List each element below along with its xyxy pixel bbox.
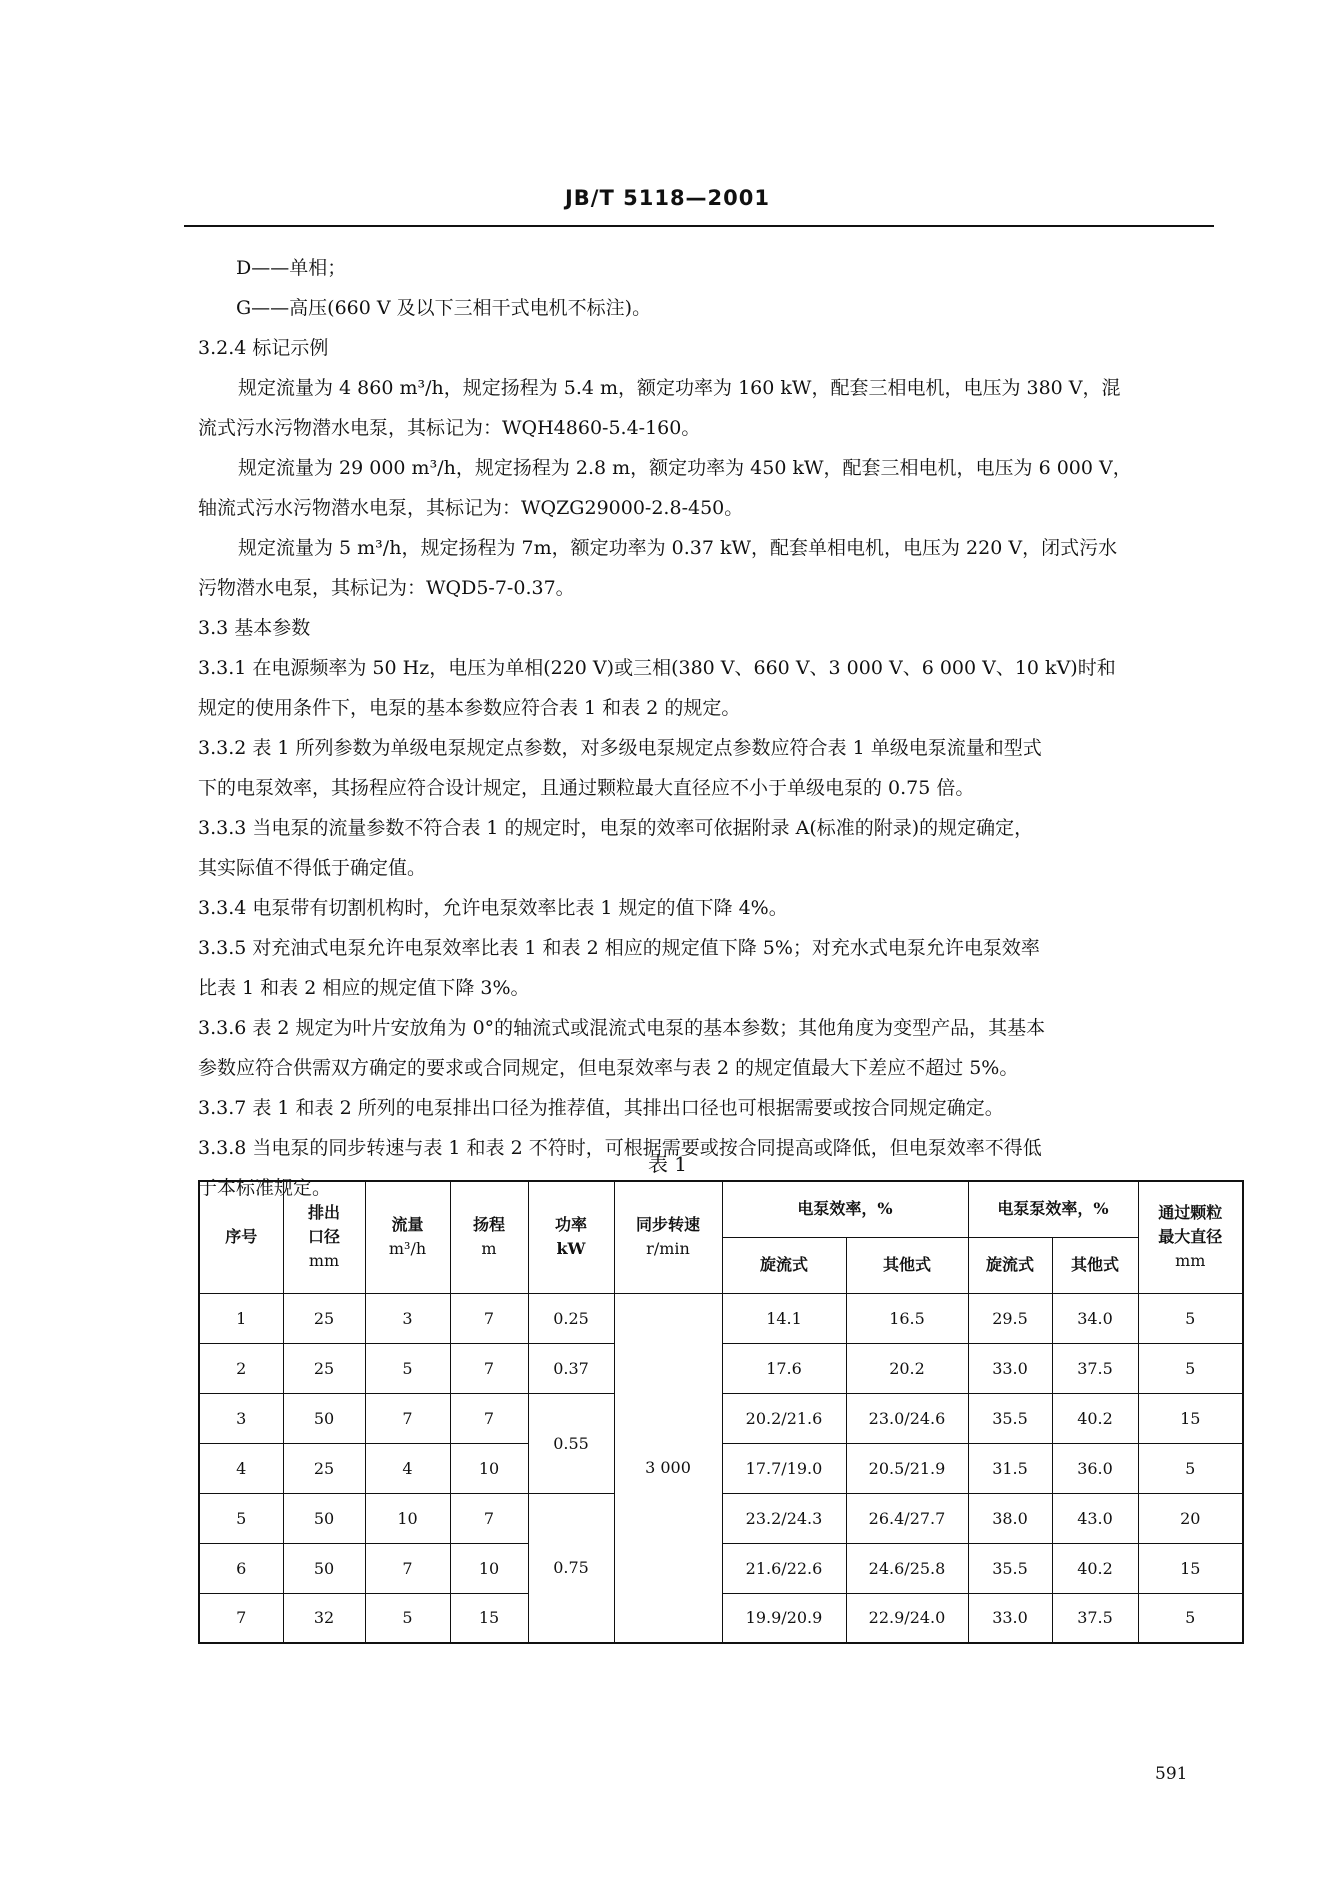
table-cell: 31.5 [968,1443,1052,1493]
table-cell: 5 [1138,1443,1243,1493]
table-cell: 38.0 [968,1493,1052,1543]
text-line: 3.3.3 当电泵的流量参数不符合表 1 的规定时，电泵的效率可依据附录 A(标准的附录)的规定确定， [198,817,1034,839]
table-cell: 0.25 [528,1293,614,1343]
text-line: 3.3.5 对充油式电泵允许电泵效率比表 1 和表 2 相应的规定值下降 5%；对充水式电泵允许电泵效率 [198,937,1040,959]
table-cell: 36.0 [1052,1443,1138,1493]
header-particle: 通过颗粒 最大直径 mm [1138,1181,1243,1293]
table-cell: 40.2 [1052,1393,1138,1443]
power-group-2: 0.75 [528,1493,614,1643]
text-line: D——单相； [236,257,347,279]
table-cell: 0.37 [528,1343,614,1393]
header-set-efficiency: 电泵泵效率，% [968,1181,1138,1237]
header-set-other: 其他式 [1052,1237,1138,1293]
table-cell: 17.6 [722,1343,846,1393]
table-cell: 10 [450,1543,528,1593]
header-rule [184,225,1214,227]
table-cell: 37.5 [1052,1593,1138,1643]
table-caption: 表 1 [647,1152,688,1176]
speed-cell: 3 000 [614,1293,722,1643]
text-line: 3.3 基本参数 [198,617,311,639]
table-cell: 6 [199,1543,283,1593]
parameter-table [198,1180,1244,1644]
table-cell: 15 [450,1593,528,1643]
table-cell: 50 [283,1493,365,1543]
text-line: 比表 1 和表 2 相应的规定值下降 3%。 [198,977,530,999]
header-set-vortex: 旋流式 [968,1237,1052,1293]
header-speed: 同步转速 r/min [614,1181,722,1293]
text-line: 轴流式污水污物潜水电泵，其标记为：WQZG29000-2.8-450。 [198,497,744,519]
header-power: 功率 kW [528,1181,614,1293]
table-cell: 16.5 [846,1293,968,1343]
table-cell: 24.6/25.8 [846,1543,968,1593]
table-cell: 25 [283,1443,365,1493]
table-cell: 7 [450,1343,528,1393]
header-pump-efficiency: 电泵效率，% [722,1181,968,1237]
table-cell: 3 [365,1293,450,1343]
table-cell: 5 [1138,1293,1243,1343]
table-cell: 33.0 [968,1343,1052,1393]
text-line: 3.3.8 当电泵的同步转速与表 1 和表 2 不符时，可根据需要或按合同提高或降低，但电泵效率不得低 [198,1137,1042,1159]
table-cell: 23.2/24.3 [722,1493,846,1543]
table-cell: 50 [283,1393,365,1443]
text-line: 参数应符合供需双方确定的要求或合同规定，但电泵效率与表 2 的规定值最大下差应不超过 5%。 [198,1057,1019,1079]
table-cell: 7 [365,1543,450,1593]
header-head: 扬程 m [450,1181,528,1293]
text-line: 3.3.6 表 2 规定为叶片安放角为 0°的轴流式或混流式电泵的基本参数；其他角度为变型产品，其基本 [198,1017,1046,1039]
table-cell: 4 [199,1443,283,1493]
table-cell: 5 [365,1343,450,1393]
text-line: 规定的使用条件下，电泵的基本参数应符合表 1 和表 2 的规定。 [198,697,741,719]
table-cell: 7 [450,1493,528,1543]
table-cell: 19.9/20.9 [722,1593,846,1643]
text-line: G——高压(660 V 及以下三相干式电机不标注)。 [236,297,652,319]
table-cell: 29.5 [968,1293,1052,1343]
table-cell: 3 [199,1393,283,1443]
table-cell: 14.1 [722,1293,846,1343]
table-cell: 35.5 [968,1393,1052,1443]
table-cell: 37.5 [1052,1343,1138,1393]
header-flow: 流量 m³/h [365,1181,450,1293]
table-cell: 50 [283,1543,365,1593]
table-cell: 35.5 [968,1543,1052,1593]
table-cell: 4 [365,1443,450,1493]
table-cell: 20.2 [846,1343,968,1393]
table-cell: 5 [365,1593,450,1643]
document-code-header: JB/T 5118—2001 [564,186,771,210]
table-cell: 17.7/19.0 [722,1443,846,1493]
table-cell: 26.4/27.7 [846,1493,968,1543]
table-cell: 40.2 [1052,1543,1138,1593]
text-line: 3.2.4 标记示例 [198,337,329,359]
table-cell: 10 [365,1493,450,1543]
table-cell: 5 [199,1493,283,1543]
body-text [198,248,1218,1208]
text-line: 其实际值不得低于确定值。 [198,857,427,879]
header-eff-vortex: 旋流式 [722,1237,846,1293]
table-cell: 20.2/21.6 [722,1393,846,1443]
header-seq: 序号 [199,1181,283,1293]
table-cell: 5 [1138,1593,1243,1643]
header-outlet: 排出 口径 mm [283,1181,365,1293]
text-line: 规定流量为 29 000 m³/h，规定扬程为 2.8 m，额定功率为 450 kW，配套三相电机，电压为 6 000 V， [238,457,1132,479]
table-cell: 7 [199,1593,283,1643]
text-line: 下的电泵效率，其扬程应符合设计规定，且通过颗粒最大直径应不小于单级电泵的 0.75 倍。 [198,777,975,799]
text-line: 3.3.2 表 1 所列参数为单级电泵规定点参数，对多级电泵规定点参数应符合表 1 单级电泵流量和型式 [198,737,1042,759]
text-line: 规定流量为 4 860 m³/h，规定扬程为 5.4 m，额定功率为 160 kW，配套三相电机，电压为 380 V，混 [238,377,1121,399]
table-cell: 15 [1138,1543,1243,1593]
text-line: 流式污水污物潜水电泵，其标记为：WQH4860-5.4-160。 [198,417,701,439]
text-line: 于本标准规定。 [198,1177,332,1199]
table-cell: 20.5/21.9 [846,1443,968,1493]
text-line: 规定流量为 5 m³/h，规定扬程为 7m，额定功率为 0.37 kW，配套单相电机，电压为 220 V，闭式污水 [238,537,1118,559]
text-line: 污物潜水电泵，其标记为：WQD5-7-0.37。 [198,577,575,599]
text-line: 3.3.1 在电源频率为 50 Hz，电压为单相(220 V)或三相(380 V、660 V、3 000 V、6 000 V、10 kV)时和 [198,657,1116,679]
table-cell: 34.0 [1052,1293,1138,1343]
table-cell: 5 [1138,1343,1243,1393]
table-cell: 7 [450,1393,528,1443]
power-group-1: 0.55 [528,1393,614,1493]
table-cell: 20 [1138,1493,1243,1543]
table-cell: 15 [1138,1393,1243,1443]
table-cell: 7 [450,1293,528,1343]
table-cell: 32 [283,1593,365,1643]
text-line: 3.3.7 表 1 和表 2 所列的电泵排出口径为推荐值，其排出口径也可根据需要或按合同规定确定。 [198,1097,1004,1119]
table-cell: 25 [283,1343,365,1393]
table-cell: 10 [450,1443,528,1493]
table-cell: 43.0 [1052,1493,1138,1543]
header-eff-other: 其他式 [846,1237,968,1293]
page-number: 591 [1155,1764,1188,1784]
table-row [199,1293,1243,1343]
table-cell: 1 [199,1293,283,1343]
table-cell: 7 [365,1393,450,1443]
table-cell: 21.6/22.6 [722,1543,846,1593]
table-cell: 2 [199,1343,283,1393]
table-cell: 23.0/24.6 [846,1393,968,1443]
table-cell: 33.0 [968,1593,1052,1643]
table-cell: 25 [283,1293,365,1343]
table-cell: 22.9/24.0 [846,1593,968,1643]
text-line: 3.3.4 电泵带有切割机构时，允许电泵效率比表 1 规定的值下降 4%。 [198,897,788,919]
